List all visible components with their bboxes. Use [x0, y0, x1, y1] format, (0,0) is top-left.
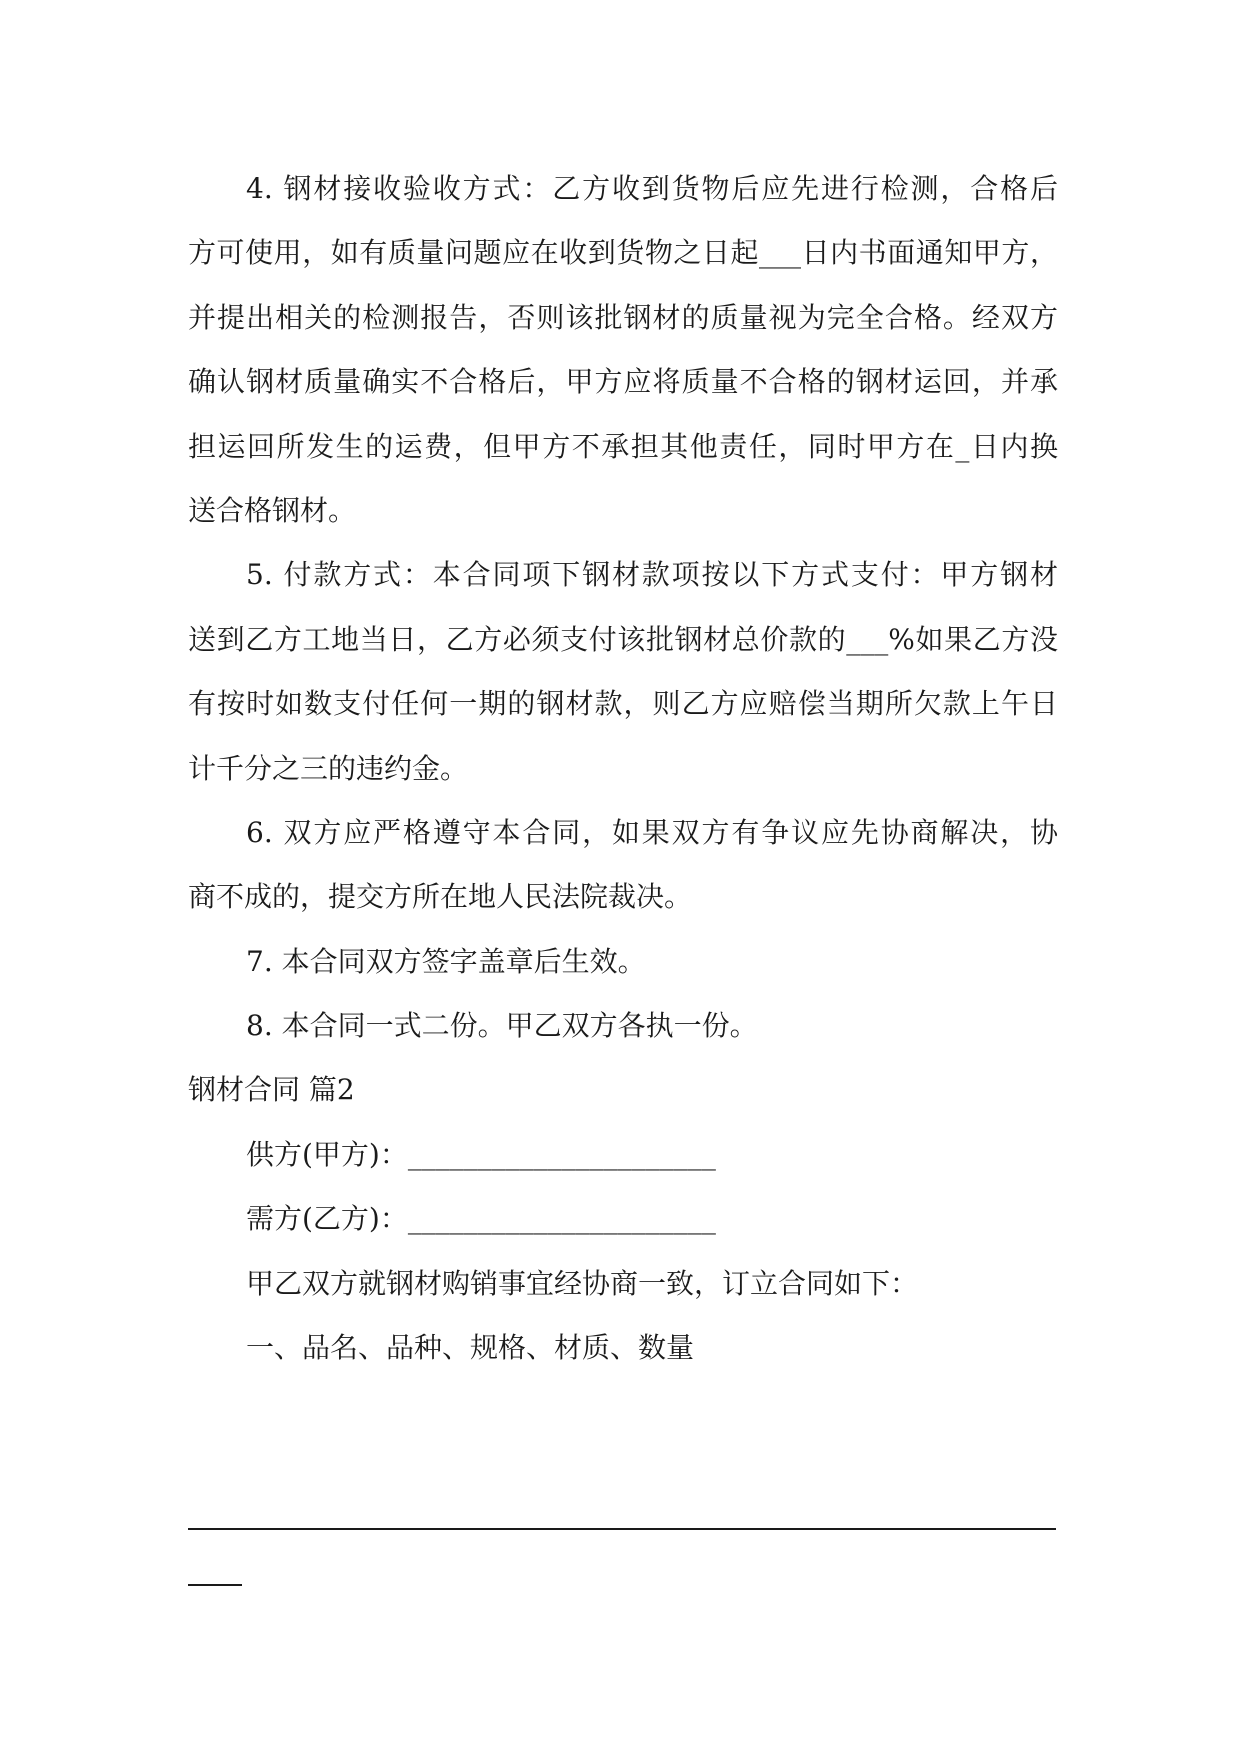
- clause-4-line-6: 送合格钢材。: [188, 493, 357, 527]
- blank-space: [188, 1380, 1058, 1492]
- clause-5: [188, 543, 1058, 801]
- fill-in-line-1: [188, 1492, 1058, 1556]
- contract-heading: 钢材合同 篇2: [188, 1073, 355, 1107]
- underline-rule-short: [188, 1584, 242, 1586]
- fill-in-line-2: [188, 1556, 1058, 1620]
- underline-rule-long: [188, 1528, 1056, 1530]
- clause-5-line-3: 有按时如数支付任何一期的钢材款，则乙方应赔偿当期所欠款上午日: [188, 687, 1058, 721]
- document-body: [188, 157, 1058, 1620]
- clause-4-line-3: 并提出相关的检测报告，否则该批钢材的质量视为完全合格。经双方: [188, 300, 1058, 334]
- clause-6-line-1: 6. 双方应严格遵守本合同，如果双方有争议应先协商解决，协: [246, 815, 1058, 849]
- item-1-heading: 一、品名、品种、规格、材质、数量: [246, 1331, 695, 1365]
- clause-4-line-2: 方可使用，如有质量问题应在收到货物之日起___日内书面通知甲方，: [188, 236, 1058, 270]
- clause-8: 8. 本合同一式二份。甲乙双方各执一份。: [246, 1009, 758, 1043]
- clause-7: 7. 本合同双方签字盖章后生效。: [246, 944, 646, 978]
- clause-4-line-1: 4. 钢材接收验收方式：乙方收到货物后应先进行检测，合格后: [246, 172, 1058, 205]
- supplier-field: 供方(甲方)：______________________: [246, 1137, 716, 1171]
- clause-4-line-5: 担运回所发生的运费，但甲方不承担其他责任，同时甲方在_日内换: [188, 429, 1058, 463]
- clause-4-line-4: 确认钢材质量确实不合格后，甲方应将质量不合格的钢材运回，并承: [188, 365, 1058, 399]
- clause-5-line-2: 送到乙方工地当日，乙方必须支付该批钢材总价款的___%如果乙方没: [188, 622, 1058, 656]
- agreement-intro: 甲乙双方就钢材购销事宜经协商一致，订立合同如下：: [246, 1266, 919, 1300]
- clause-6-line-2: 商不成的，提交方所在地人民法院裁决。: [188, 880, 693, 914]
- clause-6: [188, 801, 1058, 930]
- clause-5-line-4: 计千分之三的违约金。: [188, 751, 469, 785]
- clause-4: [188, 157, 1058, 543]
- buyer-field: 需方(乙方)：______________________: [246, 1202, 716, 1236]
- clause-5-line-1: 5. 付款方式：本合同项下钢材款项按以下方式支付：甲方钢材: [246, 558, 1058, 592]
